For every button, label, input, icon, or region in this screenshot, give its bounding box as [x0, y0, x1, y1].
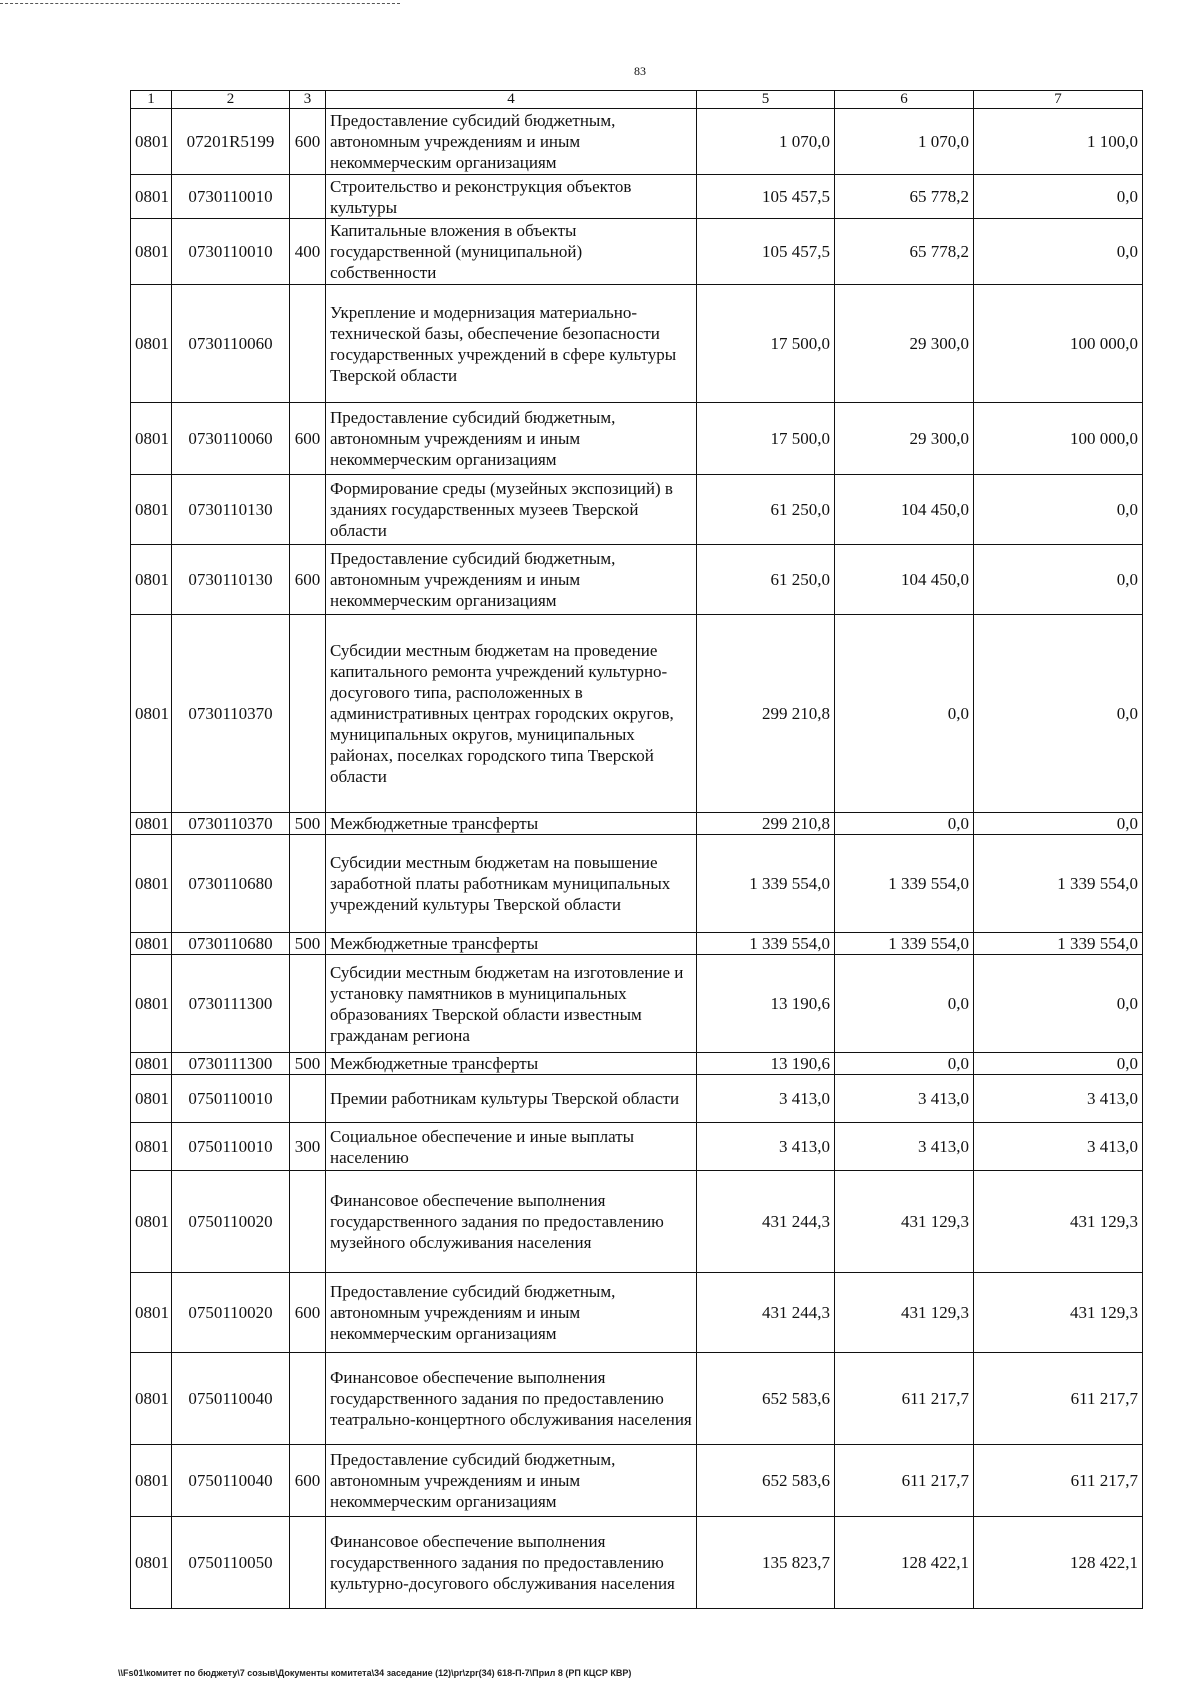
amount-year-2: 104 450,0 — [835, 475, 974, 545]
item-description: Предоставление субсидий бюджетным, автономным учреждениям и иным некоммерческим организациям — [326, 403, 697, 475]
target-article-code: 0750110040 — [172, 1353, 290, 1445]
item-description: Предоставление субсидий бюджетным, автономным учреждениям и иным некоммерческим организациям — [326, 109, 697, 175]
amount-year-3: 611 217,7 — [974, 1353, 1143, 1445]
table-row — [131, 1123, 1143, 1171]
item-description: Строительство и реконструкция объектов культуры — [326, 175, 697, 219]
item-description: Предоставление субсидий бюджетным, автономным учреждениям и иным некоммерческим организациям — [326, 1273, 697, 1353]
amount-year-2: 29 300,0 — [835, 285, 974, 403]
expense-type-code: 600 — [290, 1273, 326, 1353]
amount-year-3: 431 129,3 — [974, 1273, 1143, 1353]
item-description: Межбюджетные трансферты — [326, 813, 697, 835]
amount-year-1: 652 583,6 — [697, 1445, 835, 1517]
table-row — [131, 835, 1143, 933]
item-description: Финансовое обеспечение выполнения государственного задания по предоставлению культурно-досугового обслуживания населения — [326, 1517, 697, 1609]
amount-year-3: 1 339 554,0 — [974, 933, 1143, 955]
table-row — [131, 1353, 1143, 1445]
target-article-code: 0750110010 — [172, 1075, 290, 1123]
item-description: Формирование среды (музейных экспозиций) в зданиях государственных музеев Тверской области — [326, 475, 697, 545]
amount-year-2: 65 778,2 — [835, 175, 974, 219]
expense-type-code — [290, 1171, 326, 1273]
amount-year-3: 0,0 — [974, 219, 1143, 285]
amount-year-1: 3 413,0 — [697, 1123, 835, 1171]
table-row — [131, 1445, 1143, 1517]
section-code: 0801 — [131, 285, 172, 403]
expense-type-code — [290, 175, 326, 219]
section-code: 0801 — [131, 175, 172, 219]
amount-year-2: 3 413,0 — [835, 1075, 974, 1123]
amount-year-1: 13 190,6 — [697, 1053, 835, 1075]
item-description: Субсидии местным бюджетам на повышение заработной платы работникам муниципальных учреждений культуры Тверской области — [326, 835, 697, 933]
amount-year-2: 431 129,3 — [835, 1171, 974, 1273]
amount-year-1: 1 070,0 — [697, 109, 835, 175]
item-description: Предоставление субсидий бюджетным, автономным учреждениям и иным некоммерческим организациям — [326, 1445, 697, 1517]
section-code: 0801 — [131, 933, 172, 955]
section-code: 0801 — [131, 219, 172, 285]
amount-year-2: 611 217,7 — [835, 1445, 974, 1517]
amount-year-1: 17 500,0 — [697, 403, 835, 475]
table-row — [131, 955, 1143, 1053]
target-article-code: 0750110020 — [172, 1273, 290, 1353]
expense-type-code: 600 — [290, 1445, 326, 1517]
amount-year-2: 1 070,0 — [835, 109, 974, 175]
amount-year-2: 611 217,7 — [835, 1353, 974, 1445]
amount-year-1: 299 210,8 — [697, 615, 835, 813]
amount-year-1: 17 500,0 — [697, 285, 835, 403]
amount-year-2: 65 778,2 — [835, 219, 974, 285]
section-code: 0801 — [131, 1171, 172, 1273]
amount-year-3: 3 413,0 — [974, 1123, 1143, 1171]
amount-year-3: 431 129,3 — [974, 1171, 1143, 1273]
column-header-2: 2 — [172, 91, 290, 109]
target-article-code: 0730110130 — [172, 545, 290, 615]
amount-year-1: 13 190,6 — [697, 955, 835, 1053]
column-header-3: 3 — [290, 91, 326, 109]
table-row — [131, 219, 1143, 285]
amount-year-2: 0,0 — [835, 1053, 974, 1075]
section-code: 0801 — [131, 813, 172, 835]
amount-year-3: 0,0 — [974, 175, 1143, 219]
expense-type-code — [290, 285, 326, 403]
target-article-code: 0750110020 — [172, 1171, 290, 1273]
amount-year-2: 0,0 — [835, 955, 974, 1053]
item-description: Социальное обеспечение и иные выплаты населению — [326, 1123, 697, 1171]
expense-type-code — [290, 1075, 326, 1123]
item-description: Капитальные вложения в объекты государственной (муниципальной) собственности — [326, 219, 697, 285]
table-row — [131, 1075, 1143, 1123]
amount-year-3: 0,0 — [974, 615, 1143, 813]
scan-top-rule — [0, 3, 400, 4]
item-description: Межбюджетные трансферты — [326, 1053, 697, 1075]
amount-year-1: 1 339 554,0 — [697, 835, 835, 933]
amount-year-2: 1 339 554,0 — [835, 933, 974, 955]
expense-type-code — [290, 955, 326, 1053]
amount-year-1: 431 244,3 — [697, 1273, 835, 1353]
target-article-code: 0730110680 — [172, 835, 290, 933]
table-row — [131, 933, 1143, 955]
amount-year-3: 0,0 — [974, 545, 1143, 615]
expense-type-code: 500 — [290, 813, 326, 835]
section-code: 0801 — [131, 1123, 172, 1171]
expense-type-code: 500 — [290, 933, 326, 955]
table-row — [131, 109, 1143, 175]
expense-type-code: 600 — [290, 545, 326, 615]
section-code: 0801 — [131, 1075, 172, 1123]
amount-year-3: 0,0 — [974, 955, 1143, 1053]
amount-year-2: 431 129,3 — [835, 1273, 974, 1353]
target-article-code: 0730110010 — [172, 219, 290, 285]
amount-year-1: 652 583,6 — [697, 1353, 835, 1445]
amount-year-2: 29 300,0 — [835, 403, 974, 475]
amount-year-2: 128 422,1 — [835, 1517, 974, 1609]
amount-year-2: 104 450,0 — [835, 545, 974, 615]
section-code: 0801 — [131, 1053, 172, 1075]
amount-year-2: 0,0 — [835, 813, 974, 835]
item-description: Укрепление и модернизация материально-технической базы, обеспечение безопасности государственных учреждений в сфере культуры Тверской области — [326, 285, 697, 403]
amount-year-2: 1 339 554,0 — [835, 835, 974, 933]
target-article-code: 0750110050 — [172, 1517, 290, 1609]
amount-year-3: 100 000,0 — [974, 285, 1143, 403]
section-code: 0801 — [131, 835, 172, 933]
table-row — [131, 615, 1143, 813]
table-row — [131, 1053, 1143, 1075]
file-path-footer: \\Fs01\комитет по бюджету\7 созыв\Документы комитета\34 заседание (12)\pr\zpr(34) 618-П-7\Прил 8 (РП КЦСР КВР) — [118, 1668, 632, 1678]
amount-year-3: 128 422,1 — [974, 1517, 1143, 1609]
column-header-7: 7 — [974, 91, 1143, 109]
amount-year-2: 3 413,0 — [835, 1123, 974, 1171]
amount-year-1: 105 457,5 — [697, 175, 835, 219]
target-article-code: 0730110680 — [172, 933, 290, 955]
section-code: 0801 — [131, 1517, 172, 1609]
item-description: Межбюджетные трансферты — [326, 933, 697, 955]
target-article-code: 0730110060 — [172, 403, 290, 475]
section-code: 0801 — [131, 615, 172, 813]
column-header-6: 6 — [835, 91, 974, 109]
section-code: 0801 — [131, 403, 172, 475]
amount-year-3: 0,0 — [974, 1053, 1143, 1075]
amount-year-1: 61 250,0 — [697, 545, 835, 615]
table-row — [131, 175, 1143, 219]
item-description: Премии работникам культуры Тверской области — [326, 1075, 697, 1123]
item-description: Субсидии местным бюджетам на проведение капитального ремонта учреждений культурно-досугового типа, расположенных в административных центрах городских округов, муниципальных округов, муниципальных районах, поселках городского типа Тверской области — [326, 615, 697, 813]
target-article-code: 0730110060 — [172, 285, 290, 403]
amount-year-3: 1 100,0 — [974, 109, 1143, 175]
table-row — [131, 285, 1143, 403]
expense-type-code — [290, 835, 326, 933]
amount-year-1: 3 413,0 — [697, 1075, 835, 1123]
expense-type-code — [290, 1353, 326, 1445]
amount-year-1: 105 457,5 — [697, 219, 835, 285]
amount-year-3: 0,0 — [974, 475, 1143, 545]
section-code: 0801 — [131, 955, 172, 1053]
expense-type-code: 500 — [290, 1053, 326, 1075]
item-description: Предоставление субсидий бюджетным, автономным учреждениям и иным некоммерческим организациям — [326, 545, 697, 615]
amount-year-1: 61 250,0 — [697, 475, 835, 545]
target-article-code: 0750110040 — [172, 1445, 290, 1517]
column-number-row — [131, 91, 1143, 109]
amount-year-2: 0,0 — [835, 615, 974, 813]
page-number: 83 — [634, 64, 646, 78]
amount-year-3: 0,0 — [974, 813, 1143, 835]
item-description: Субсидии местным бюджетам на изготовление и установку памятников в муниципальных образованиях Тверской области известным гражданам региона — [326, 955, 697, 1053]
section-code: 0801 — [131, 1445, 172, 1517]
table-row — [131, 545, 1143, 615]
amount-year-1: 1 339 554,0 — [697, 933, 835, 955]
table-row — [131, 475, 1143, 545]
target-article-code: 0730111300 — [172, 955, 290, 1053]
amount-year-3: 611 217,7 — [974, 1445, 1143, 1517]
table-row — [131, 1517, 1143, 1609]
target-article-code: 07201R5199 — [172, 109, 290, 175]
amount-year-3: 3 413,0 — [974, 1075, 1143, 1123]
section-code: 0801 — [131, 109, 172, 175]
expense-type-code: 600 — [290, 403, 326, 475]
expense-type-code — [290, 615, 326, 813]
target-article-code: 0730110130 — [172, 475, 290, 545]
amount-year-1: 135 823,7 — [697, 1517, 835, 1609]
expense-type-code — [290, 1517, 326, 1609]
amount-year-3: 1 339 554,0 — [974, 835, 1143, 933]
table-row — [131, 1273, 1143, 1353]
budget-table — [130, 90, 1143, 1609]
table-row — [131, 813, 1143, 835]
target-article-code: 0750110010 — [172, 1123, 290, 1171]
amount-year-1: 299 210,8 — [697, 813, 835, 835]
target-article-code: 0730111300 — [172, 1053, 290, 1075]
target-article-code: 0730110010 — [172, 175, 290, 219]
expense-type-code — [290, 475, 326, 545]
column-header-5: 5 — [697, 91, 835, 109]
column-header-1: 1 — [131, 91, 172, 109]
target-article-code: 0730110370 — [172, 813, 290, 835]
amount-year-3: 100 000,0 — [974, 403, 1143, 475]
section-code: 0801 — [131, 475, 172, 545]
column-header-4: 4 — [326, 91, 697, 109]
expense-type-code: 600 — [290, 109, 326, 175]
target-article-code: 0730110370 — [172, 615, 290, 813]
table-row — [131, 403, 1143, 475]
expense-type-code: 400 — [290, 219, 326, 285]
expense-type-code: 300 — [290, 1123, 326, 1171]
section-code: 0801 — [131, 545, 172, 615]
item-description: Финансовое обеспечение выполнения государственного задания по предоставлению музейного обслуживания населения — [326, 1171, 697, 1273]
section-code: 0801 — [131, 1273, 172, 1353]
amount-year-1: 431 244,3 — [697, 1171, 835, 1273]
item-description: Финансовое обеспечение выполнения государственного задания по предоставлению театрально-концертного обслуживания населения — [326, 1353, 697, 1445]
table-row — [131, 1171, 1143, 1273]
section-code: 0801 — [131, 1353, 172, 1445]
